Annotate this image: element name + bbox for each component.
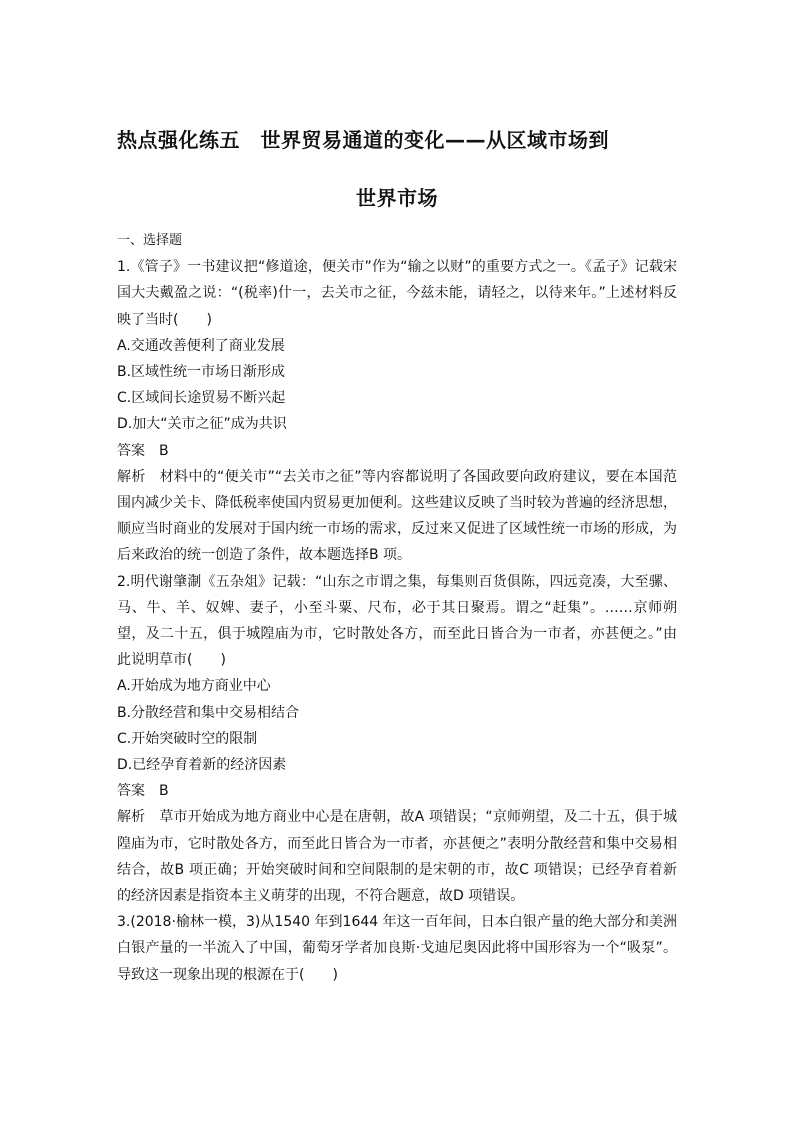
analysis-line xyxy=(117,464,677,569)
answer-label: 答案 xyxy=(117,783,145,800)
page-title-line-1: 热点强化练五 世界贸易通道的变化——从区域市场到 xyxy=(117,128,609,152)
analysis-line xyxy=(117,804,677,909)
option-a: A.交通改善便利了商业发展 xyxy=(117,337,285,354)
question-stem: 3.(2018·榆林一模，3)从1540 年到1644 年这一百年间，日本白银产量的绝大部分和美洲白银产量的一半流入了中国，葡萄牙学者加良斯·戈迪尼奥因此将中国形容为一个“吸泵”。导致这一现象出现的根源在于( ) xyxy=(117,914,677,983)
answer-value: B xyxy=(159,442,169,459)
question-stem: 1.《管子》一书建议把“修道途，便关市”作为“输之以财”的重要方式之一。《孟子》记载宋国大夫戴盈之说：“(税率)什一，去关市之征，今兹未能，请轻之，以待来年。”上述材料反映了当时( ) xyxy=(117,259,677,328)
analysis-label: 解析 xyxy=(117,468,146,485)
question-3 xyxy=(117,909,677,988)
analysis-label: 解析 xyxy=(117,809,146,826)
option-d: D.加大“关市之征”成为共识 xyxy=(117,416,287,433)
page-title-line-2: 世界市场 xyxy=(356,186,438,210)
analysis-text: 材料中的“便关市”“去关市之征”等内容都说明了各国政要向政府建议，要在本国范围内减少关卡、降低税率使国内贸易更加便利。这些建议反映了当时较为普遍的经济思想，顺应当时商业的发展对于国内统一市场的需求，反过来又促进了区域性统一市场的形成，为后来政治的统一创造了条件，故本题选择B 项。 xyxy=(117,468,677,564)
section-heading: 一、选择题 xyxy=(117,233,183,248)
answer-line xyxy=(117,778,677,804)
option-b: B.区域性统一市场日渐形成 xyxy=(117,364,286,381)
option-c: C.区域间长途贸易不断兴起 xyxy=(117,390,286,407)
answer-value: B xyxy=(159,783,169,800)
answer-label: 答案 xyxy=(117,442,145,459)
question-stem: 2.明代谢肇淛《五杂俎》记载：“山东之市谓之集，每集则百货俱陈，四远竞凑，大至骡、马、牛、羊、奴婢、妻子，小至斗粟、尺布，必于其日聚焉。谓之“赶集”。……京师朔望，及二十五，俱于城隍庙为市，它时散处各方，而至此日皆合为一市者，亦甚便之。”由此说明草市( ) xyxy=(117,573,677,669)
option-b: B.分散经营和集中交易相结合 xyxy=(117,704,300,721)
document-body xyxy=(117,228,677,988)
analysis-text: 草市开始成为地方商业中心是在唐朝，故A 项错误；“京师朔望，及二十五，俱于城隍庙为市，它时散处各方，而至此日皆合为一市者，亦甚便之”表明分散经营和集中交易相结合，故B 项正确；开始突破时间和空间限制的是宋朝的市，故C 项错误；已经孕育着新的经济因素是指资本主义萌芽的出现，不符合题意，故D 项错误。 xyxy=(117,809,678,905)
option-d: D.已经孕育着新的经济因素 xyxy=(117,757,287,774)
option-a: A.开始成为地方商业中心 xyxy=(117,678,271,695)
question-2 xyxy=(117,569,677,910)
option-c: C.开始突破时空的限制 xyxy=(117,730,258,747)
answer-line xyxy=(117,438,677,464)
question-1 xyxy=(117,254,677,568)
